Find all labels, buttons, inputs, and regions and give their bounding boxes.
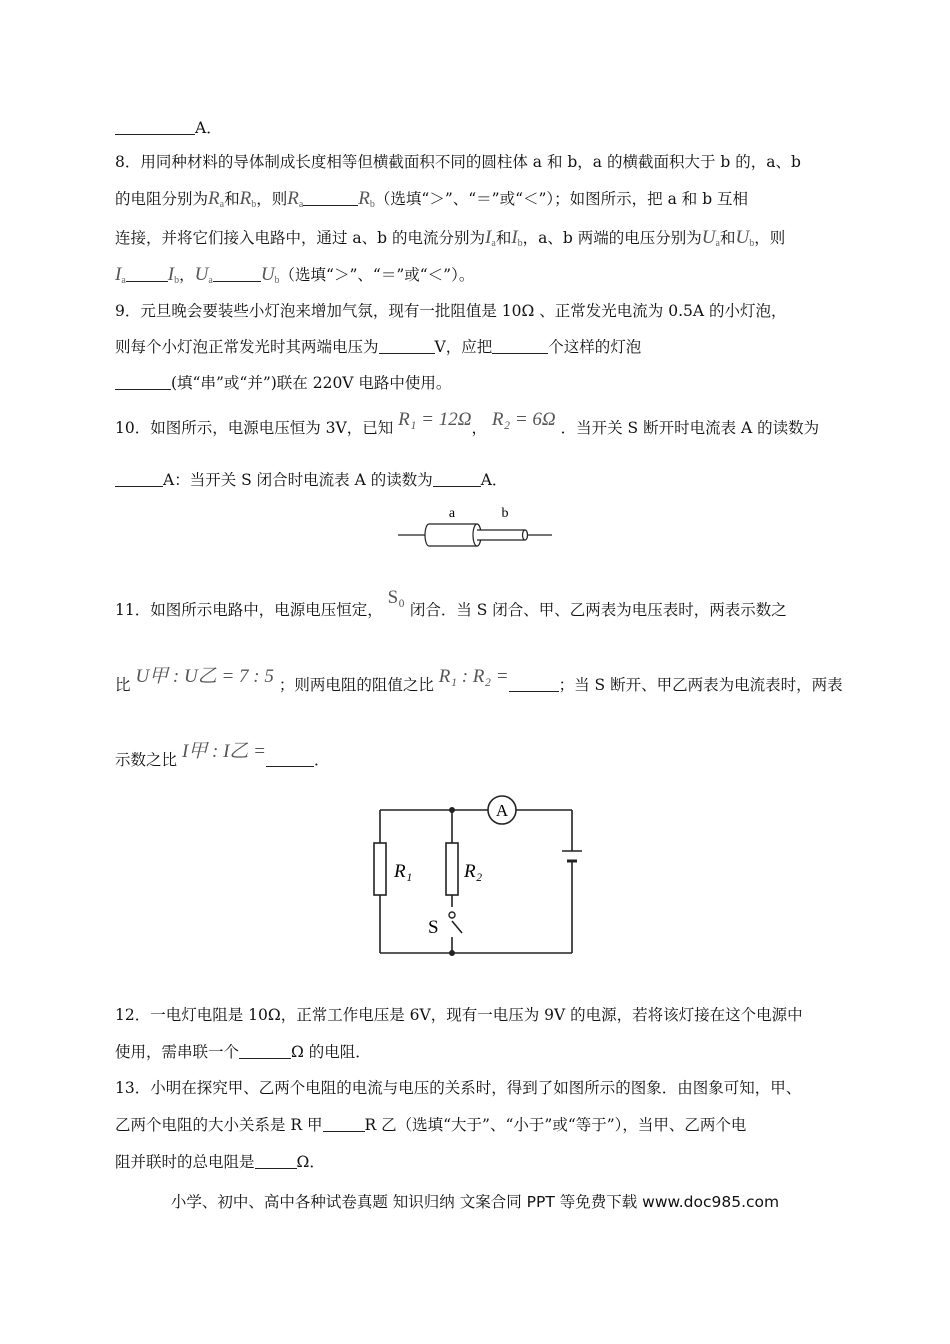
answer-blank[interactable] xyxy=(115,120,195,135)
ammeter-label: A xyxy=(495,801,509,820)
answer-blank[interactable] xyxy=(115,472,163,487)
answer-blank[interactable] xyxy=(379,339,435,354)
label-a: a xyxy=(448,506,456,521)
resistance-ratio: R₁ : R₂ = xyxy=(438,666,509,687)
r2-equation: R₂ = 6Ω xyxy=(491,409,556,430)
answer-blank[interactable] xyxy=(255,1154,297,1169)
q8-line1: 8．用同种材料的导体制成长度相等但横截面积不同的圆柱体 a 和 b，a 的横截面积大于 b 的，a、b xyxy=(115,153,801,171)
s0-symbol: S₀ xyxy=(387,587,405,608)
q11-line2: 比 U甲 : U乙 = 7 : 5 ；则两电阻的阻值之比 R₁ : R₂ = ；当 S 断开、甲乙两表为电流表时，两表 xyxy=(115,666,843,694)
answer-blank[interactable] xyxy=(115,375,171,390)
r1-equation: R₁ = 12Ω xyxy=(398,409,472,430)
r2-label: R₂ xyxy=(464,861,483,882)
circuit-diagram xyxy=(370,795,585,960)
q7-tail-line: A． xyxy=(115,118,222,138)
q10-line1: 10．如图所示，电源电压恒为 3V，已知 R₁ = 12Ω， R₂ = 6Ω ．当开关 S 断开时电流表 A 的读数为 xyxy=(115,409,820,437)
answer-blank[interactable] xyxy=(303,191,358,206)
q9-line2: 则每个小灯泡正常发光时其两端电压为 V，应把 个这样的灯泡 xyxy=(115,338,642,356)
answer-blank[interactable] xyxy=(492,339,548,354)
label-b: b xyxy=(501,506,509,521)
q8-line3: 连接，并将它们接入电路中，通过 a、b 的电流分别为$I_a$和$I_b$，a、b 两端的电压分别为$U_a$和$U_b$，则 xyxy=(115,227,786,249)
current-ratio: I甲 : I乙 = xyxy=(181,741,267,762)
answer-blank[interactable] xyxy=(266,752,314,767)
answer-blank[interactable] xyxy=(213,267,261,282)
answer-blank[interactable] xyxy=(323,1117,365,1132)
answer-blank[interactable] xyxy=(239,1044,291,1059)
q13-line2: 乙两个电阻的大小关系是 R 甲 R 乙（选填“大于”、“小于”或“等于”），当甲、乙两个电 xyxy=(115,1116,747,1134)
q11-line1: 11．如图所示电路中，电源电压恒定， S₀ 闭合．当 S 闭合、甲、乙两表为电压表时，两表示数之 xyxy=(115,587,787,619)
answer-blank[interactable] xyxy=(433,472,481,487)
q10-line2: A：当开关 S 闭合时电流表 A 的读数为 A． xyxy=(115,470,507,490)
q8-line2: 的电阻分别为$R_a$和$R_b$，则$R_a$ $R_b$（选填“＞”、“＝”或“＜”）；如图所示，把 a 和 b 互相 xyxy=(115,188,749,210)
answer-blank[interactable] xyxy=(126,267,168,282)
voltage-ratio: U甲 : U乙 = 7 : 5 xyxy=(135,666,274,687)
switch-label: S xyxy=(428,917,439,938)
cylinder-figure xyxy=(395,500,555,552)
q9-line3: (填“串”或“并”)联在 220V 电路中使用。 xyxy=(115,373,451,393)
q8-line4: $I_a$ $I_b$，$U_a$ $U_b$（选填“＞”、“＝”或“＜”）。 xyxy=(115,264,475,286)
q13-line1: 13．小明在探究甲、乙两个电阻的电流与电压的关系时，得到了如图所示的图象．由图象可知，甲、 xyxy=(115,1079,802,1097)
q13-line3: 阻并联时的总电阻是 Ω． xyxy=(115,1153,325,1171)
q12-line2: 使用，需串联一个 Ω 的电阻． xyxy=(115,1043,371,1061)
answer-blank[interactable] xyxy=(509,677,559,692)
q11-line3: 示数之比 I甲 : I乙 = ． xyxy=(115,741,330,769)
q12-line1: 12．一电灯电阻是 10Ω，正常工作电压是 6V，现有一电压为 9V 的电源，若将该灯接在这个电源中 xyxy=(115,1006,803,1024)
q9-line1: 9．元旦晚会要装些小灯泡来增加气氛，现有一批阻值是 10Ω 、正常发光电流为 0.5A 的小灯泡， xyxy=(115,302,787,320)
r1-label: R₁ xyxy=(394,861,413,882)
page-footer: 小学、初中、高中各种试卷真题 知识归纳 文案合同 PPT 等免费下载 www.doc985.com xyxy=(170,1193,780,1211)
